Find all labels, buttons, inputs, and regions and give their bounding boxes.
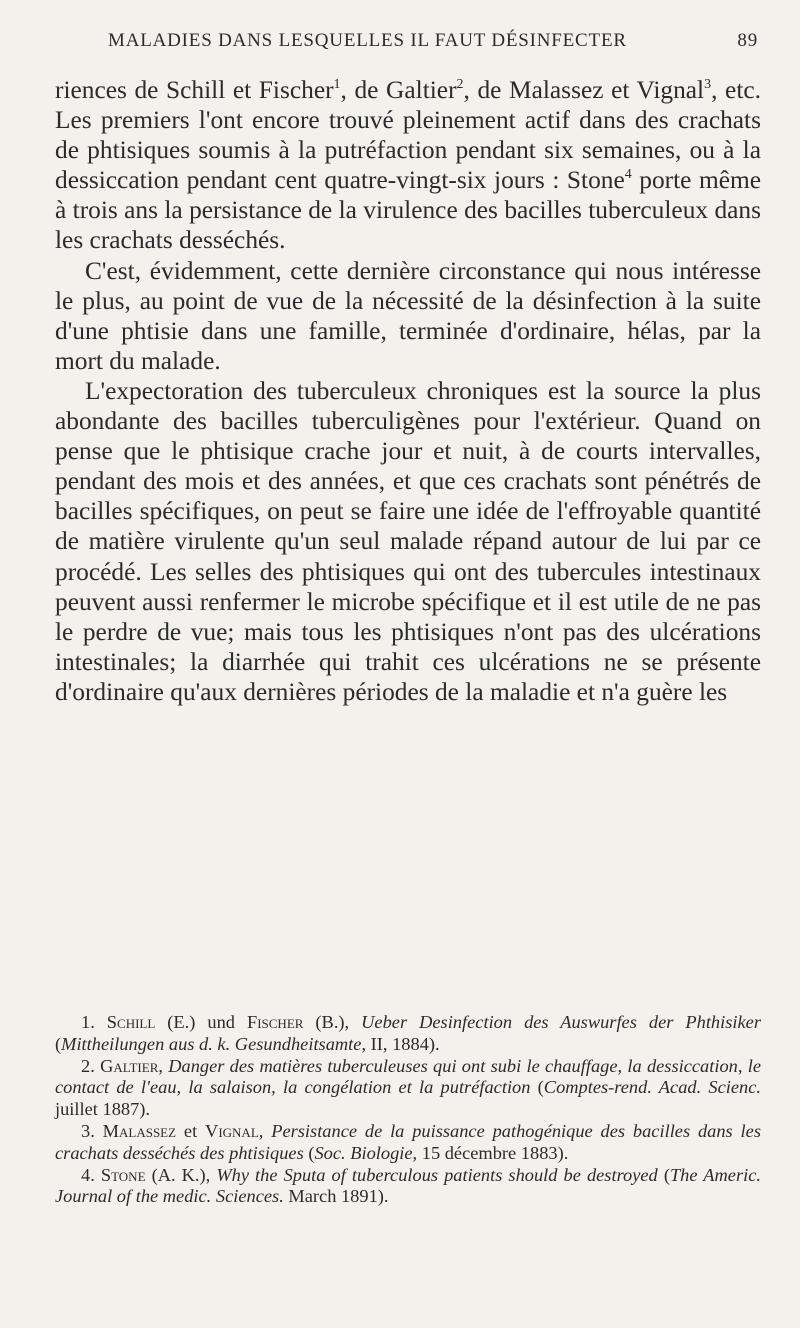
- text-run: porte même à trois ans la persistance de la virulence des bacilles tuberculeux dans les crachats desséchés.: [55, 166, 762, 255]
- text-run: , etc. Les premiers l'ont encore trouvé pleinement actif dans des crachats de phtisiques soumis à la putréfaction pendant six semaines, ou à la dessiccation pendant cent quatre-vingt-six jours : Stone: [55, 76, 761, 195]
- text-run: ,: [258, 1120, 272, 1141]
- paragraph-2: C'est, évidemment, cette dernière circonstance qui nous intéresse le plus, au point de vue de la nécessité de la désinfection à la suite d'une phtisie dans une famille, terminée d'ordinaire, hélas, par la mort du malade.: [55, 256, 761, 375]
- text-run: , 15 décembre 1883).: [412, 1142, 569, 1163]
- footnote-number: 4.: [81, 1164, 95, 1185]
- text-run: (: [657, 1164, 670, 1185]
- text-run: (B.),: [303, 1012, 362, 1032]
- text-run: et: [176, 1120, 206, 1141]
- footnote-title: Ueber Desinfection des Auswurfes der Phthisiker: [361, 1012, 761, 1032]
- footnote-author: Fischer: [246, 1012, 304, 1032]
- footnote-ref-1[interactable]: 1: [333, 77, 341, 93]
- footnote-source: The Americ. Journal of the medic. Sciences.: [55, 1164, 761, 1207]
- text-run: ,: [158, 1055, 169, 1076]
- footnote-ref-3[interactable]: 3: [704, 77, 712, 93]
- footnote-title: Why the Sputa of tuberculous patients should be destroyed: [216, 1164, 658, 1185]
- footnote-author: Stone: [100, 1164, 146, 1185]
- paragraph-3: L'expectoration des tuberculeux chroniques est la source la plus abondante des bacilles tuberculigènes pour l'extérieur. Quand on pense que le phtisique crache jour et nuit, à de courts intervalles, pendant des mois et des années, et que ces crachats sont pénétrés de bacilles spécifiques, on peut se faire une idée de l'effroyable quantité de matière virulente qu'un seul malade répand autour de lui par ce procédé. Les selles des phtisiques qui ont des tubercules intestinaux peuvent aussi renfermer le microbe spécifique et il est utile de ne pas le perdre de vue; mais tous les phtisiques n'ont pas des ulcérations intestinales; la diarrhée qui trahit ces ulcérations ne se présente d'ordinaire qu'aux dernières périodes de la maladie et n'a guère les: [55, 376, 761, 706]
- text-run: (: [530, 1077, 544, 1098]
- page-number: 89: [737, 30, 758, 51]
- text-run: juillet 1887).: [55, 1099, 151, 1120]
- footnote-number: 2.: [81, 1055, 95, 1076]
- text-run: (A. K.),: [145, 1164, 217, 1185]
- main-text: [55, 75, 761, 707]
- footnote-3: [55, 1121, 761, 1165]
- footnote-ref-4[interactable]: 4: [624, 167, 632, 183]
- text-run: (: [55, 1033, 62, 1054]
- footnote-1: [55, 1012, 761, 1056]
- footnote-number: 3.: [81, 1120, 95, 1141]
- text-run: riences de Schill et Fischer: [55, 76, 334, 104]
- footnote-2: [55, 1056, 761, 1121]
- footnote-author: Galtier: [100, 1055, 159, 1076]
- footnote-author: Schill: [106, 1012, 156, 1032]
- footnote-title: Persistance de la puissance pathogénique des bacilles dans les crachats desséchés des phtisiques: [55, 1120, 761, 1163]
- text-run: (: [303, 1142, 315, 1163]
- running-title: MALADIES DANS LESQUELLES IL FAUT DÉSINFECTER: [108, 30, 627, 51]
- page-header: [108, 30, 758, 52]
- text-run: , de Galtier: [340, 76, 457, 104]
- text-run: , II, 1884).: [361, 1033, 440, 1054]
- footnotes: [55, 1012, 761, 1208]
- footnote-author: Malassez: [102, 1120, 177, 1141]
- text-run: (E.) und: [155, 1012, 247, 1032]
- paragraph-1: [55, 75, 761, 256]
- footnote-ref-2[interactable]: 2: [456, 77, 464, 93]
- footnote-author: Vignal: [205, 1120, 259, 1141]
- footnote-source: Comptes-rend. Acad. Scienc.: [543, 1077, 761, 1098]
- footnote-source: Mittheilungen aus d. k. Gesundheitsamte: [61, 1033, 362, 1054]
- footnote-4: [55, 1165, 761, 1209]
- footnote-title: Danger des matières tuberculeuses qui ont subi le chauffage, la dessiccation, le contact de l'eau, la salaison, la congélation et la putréfaction: [55, 1055, 761, 1098]
- text-run: , de Malassez et Vignal: [463, 76, 705, 104]
- text-run: March 1891).: [283, 1186, 389, 1207]
- footnote-number: 1.: [81, 1012, 95, 1032]
- footnote-source: Soc. Biologie: [314, 1142, 413, 1163]
